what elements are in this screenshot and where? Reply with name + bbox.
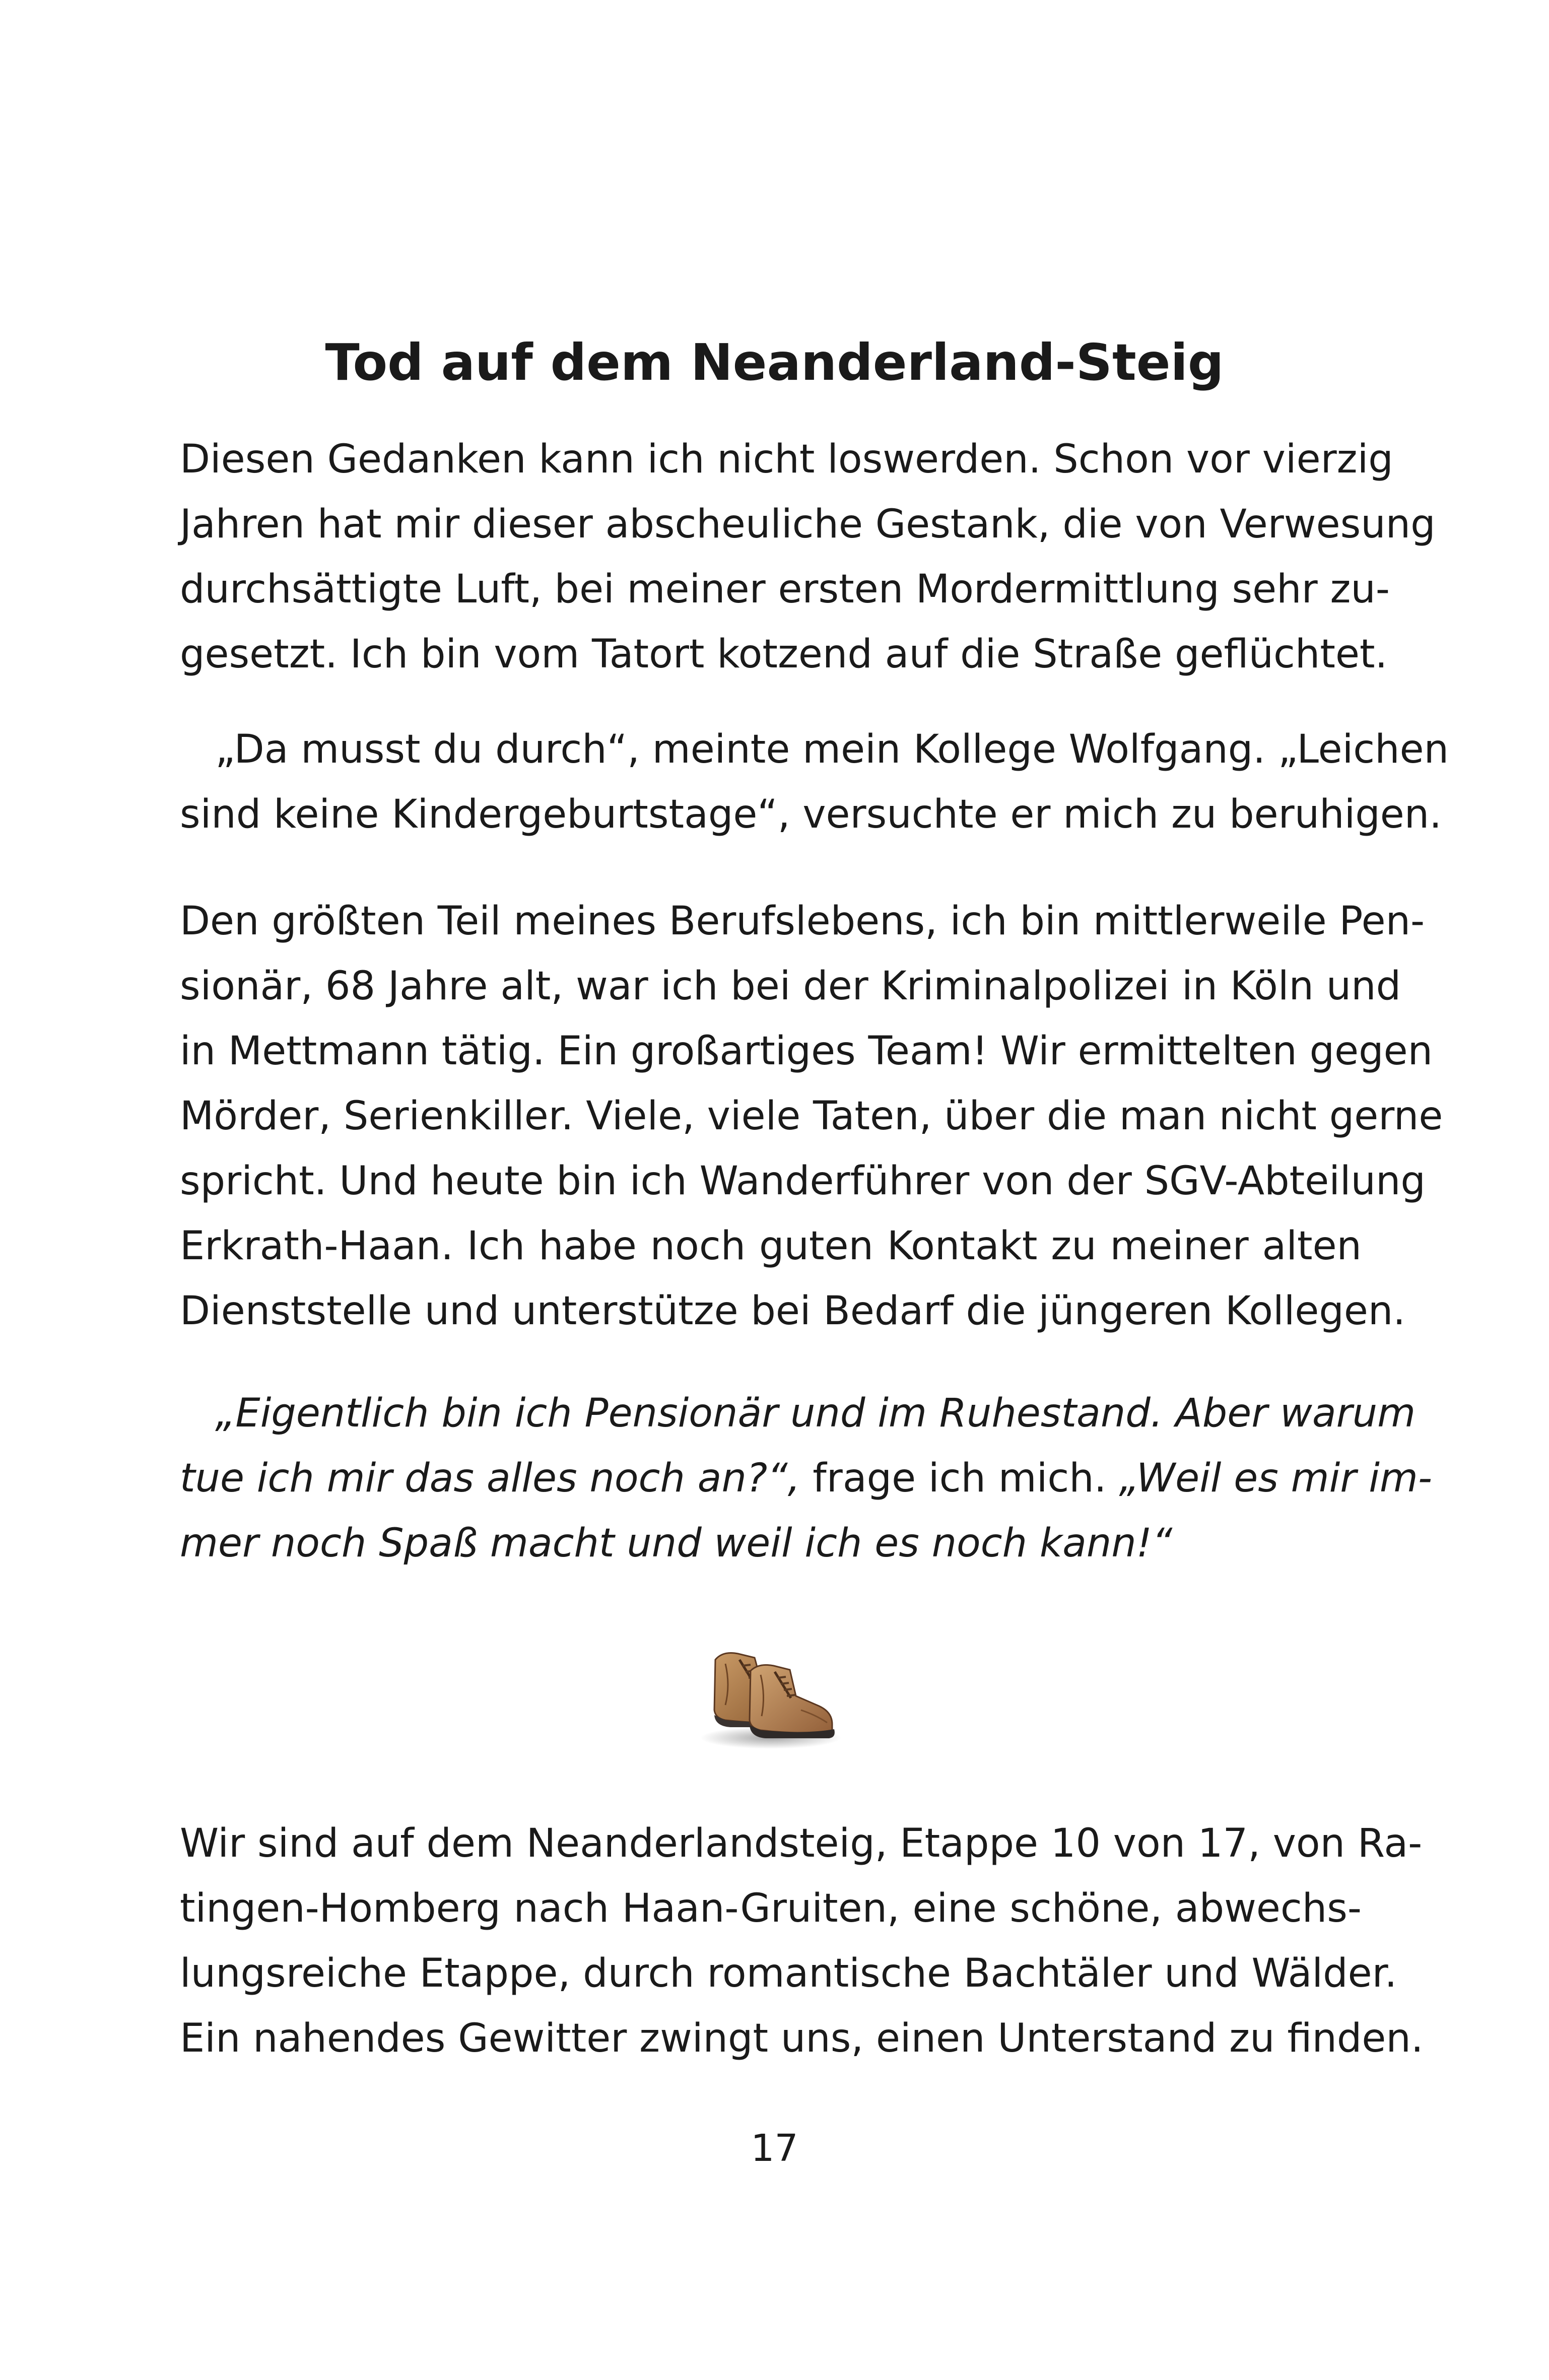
quote-italic: tue ich mir das alles noch an?“, <box>180 1456 800 1501</box>
text-line: gesetzt. Ich bin vom Tatort kotzend auf die Straße geflüchtet. <box>180 632 1388 677</box>
paragraph-2 <box>180 717 1449 847</box>
text-line: Wir sind auf dem Neanderlandsteig, Etappe 10 von 17, von Ra- <box>180 1821 1423 1866</box>
narration: frage ich mich. <box>800 1456 1119 1501</box>
quote-italic: „Weil es mir im- <box>1119 1456 1432 1501</box>
text-line: tingen-Homberg nach Haan-Gruiten, eine schöne, abwechs- <box>180 1886 1362 1931</box>
text-line: Dienststelle und unterstütze bei Bedarf die jüngeren Kollegen. <box>180 1288 1406 1334</box>
paragraph-3 <box>180 889 1443 1344</box>
text-line: „Da musst du durch“, meinte mein Kollege Wolfgang. „Leichen <box>215 727 1449 772</box>
text-line: Jahren hat mir dieser abscheuliche Gestank, die von Verwesung <box>180 502 1436 547</box>
text-line: Erkrath-Haan. Ich habe noch guten Kontakt zu meiner alten <box>180 1223 1362 1269</box>
chapter-title: Tod auf dem Neanderland-Steig <box>325 333 1224 392</box>
page-number: 17 <box>751 2127 798 2170</box>
text-line: sionär, 68 Jahre alt, war ich bei der Kriminalpolizei in Köln und <box>180 964 1401 1009</box>
text-line: in Mettmann tätig. Ein großartiges Team! Wir ermittelten gegen <box>180 1029 1433 1074</box>
text-line: Mörder, Serienkiller. Viele, viele Taten, über die man nicht gerne <box>180 1094 1443 1139</box>
text-line: Den größten Teil meines Berufslebens, ich bin mittlerweile Pen- <box>180 899 1425 944</box>
text-line: Ein nahendes Gewitter zwingt uns, einen Unterstand zu finden. <box>180 2016 1424 2061</box>
text-line-italic: „Eigentlich bin ich Pensionär und im Ruhestand. Aber warum <box>215 1391 1416 1436</box>
text-line: sind keine Kindergeburtstage“, versuchte er mich zu beruhigen. <box>180 792 1442 837</box>
text-line-mixed <box>180 1446 1432 1511</box>
paragraph-4 <box>180 1381 1432 1576</box>
hiking-boots-icon <box>695 1640 846 1753</box>
text-line: durchsättigte Luft, bei meiner ersten Mordermittlung sehr zu- <box>180 567 1390 612</box>
paragraph-5 <box>180 1811 1424 2071</box>
text-line-italic: mer noch Spaß macht und weil ich es noch kann!“ <box>180 1521 1173 1566</box>
text-line: Diesen Gedanken kann ich nicht loswerden. Schon vor vierzig <box>180 437 1393 482</box>
text-line: lungsreiche Etappe, durch romantische Bachtäler und Wälder. <box>180 1951 1397 1996</box>
paragraph-1 <box>180 427 1436 687</box>
text-line: spricht. Und heute bin ich Wanderführer von der SGV-Abteilung <box>180 1159 1426 1204</box>
